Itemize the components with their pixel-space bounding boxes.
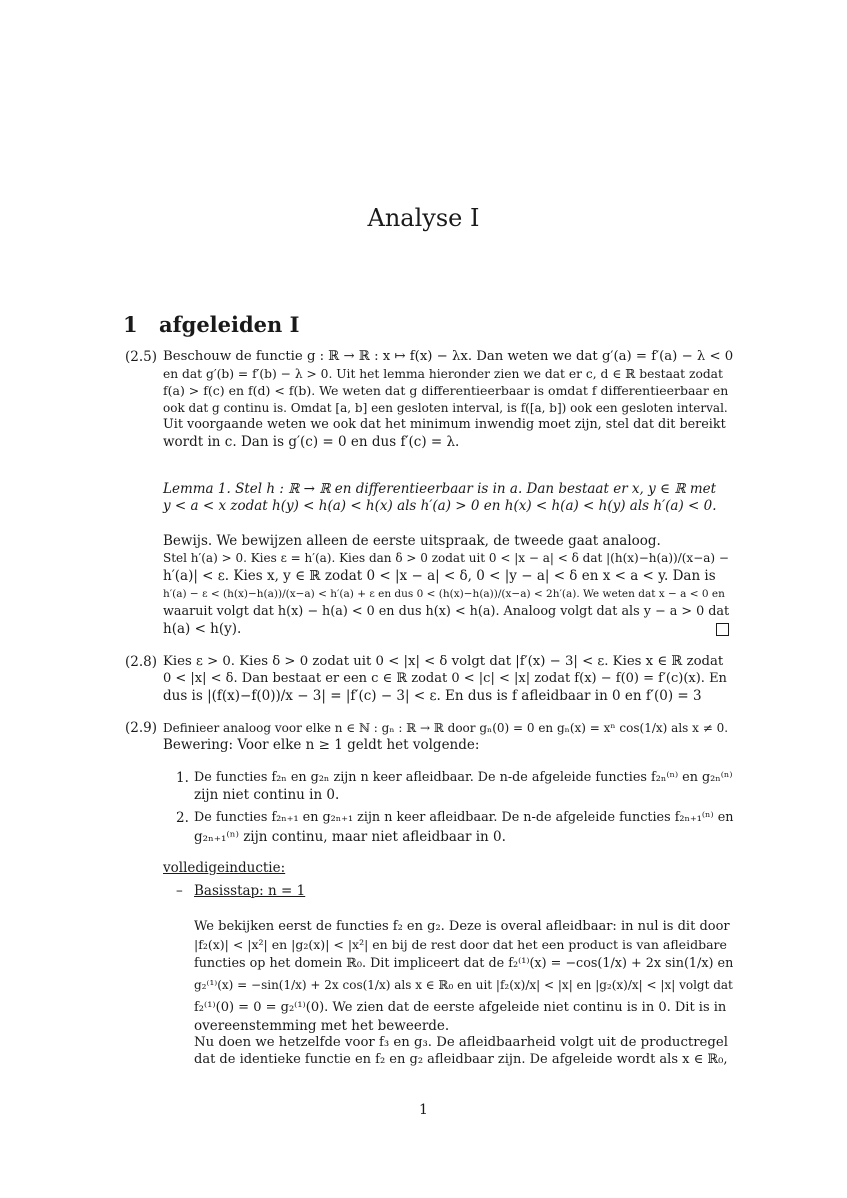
text-line: Nu doen we hetzelfde voor f₃ en g₃. De afleidbaarheid volgt uit de productregel bbox=[194, 1035, 728, 1050]
text-line: 0 < |x| < δ. Dan bestaat er een c ∈ ℝ zodat 0 < |c| < |x| zodat f(x) − f(0) = f′(c)(x). En bbox=[163, 671, 727, 686]
page-title: Analyse I bbox=[367, 204, 480, 232]
item-label-2-5: (2.5) bbox=[125, 349, 158, 365]
text-line: Beschouw de functie g : ℝ → ℝ : x ↦ f(x) − λx. Dan weten we dat g′(a) = f′(a) − λ < 0 bbox=[163, 349, 734, 364]
induction-heading: volledigeinductie: bbox=[163, 860, 286, 876]
text-line: dat de identieke functie en f₂ en g₂ afleidbaar zijn. De afgeleide wordt als x ∈ ℝ₀, bbox=[194, 1052, 728, 1067]
section-number: 1 bbox=[123, 312, 138, 337]
text-line: wordt in c. Dan is g′(c) = 0 en dus f′(c) = λ. bbox=[163, 434, 460, 450]
text-line: f(a) > f(c) en f(d) < f(b). We weten dat g differentieerbaar is omdat f differentieerbaar en bbox=[163, 383, 729, 398]
page-number: 1 bbox=[419, 1102, 428, 1118]
text-line: g₂⁽¹⁾(x) = −sin(1/x) + 2x cos(1/x) als x ∈ ℝ₀ en uit |f₂(x)/x| < |x| en |g₂(x)/x| < |x| volgt dat bbox=[194, 978, 733, 992]
text-line: We bekijken eerst de functies f₂ en g₂. Deze is overal afleidbaar: in nul is dit door bbox=[194, 919, 730, 934]
section-title: afgeleiden I bbox=[159, 312, 300, 337]
section-heading bbox=[123, 312, 299, 337]
text-line: h′(a)| < ε. Kies x, y ∈ ℝ zodat 0 < |x − a| < δ, 0 < |y − a| < δ en x < a < y. Dan is bbox=[163, 568, 716, 584]
text-line: waaruit volgt dat h(x) − h(a) < 0 en dus h(x) < h(a). Analoog volgt dat als y − a > 0 dat bbox=[163, 604, 730, 619]
text-line: overeenstemming met het beweerde. bbox=[194, 1018, 450, 1034]
text-line: Definieer analoog voor elke n ∈ ℕ : gₙ : ℝ → ℝ door gₙ(0) = 0 en gₙ(x) = xⁿ cos(1/x) als x ≠ 0. bbox=[163, 721, 729, 735]
qed-box bbox=[716, 623, 729, 636]
text-line: h′(a) − ε < (h(x)−h(a))/(x−a) < h′(a) + ε en dus 0 < (h(x)−h(a))/(x−a) < 2h′(a). We weten dat x − a < 0 en bbox=[163, 588, 725, 600]
lemma-statement: Lemma 1. Stel h : ℝ → ℝ en differentieerbaar is in a. Dan bestaat er x, y ∈ ℝ met bbox=[163, 481, 717, 497]
item-label-2-9: (2.9) bbox=[125, 720, 158, 736]
lemma-statement: y < a < x zodat h(y) < h(a) < h(x) als h′(a) > 0 en h(x) < h(a) < h(y) als h′(a) < 0. bbox=[163, 498, 717, 514]
text-line: f₂⁽¹⁾(0) = 0 = g₂⁽¹⁾(0). We zien dat de eerste afgeleide niet continu is in 0. Dit is in bbox=[194, 1000, 727, 1015]
enum-label-2: 2. bbox=[176, 810, 189, 826]
text-line: |f₂(x)| < |x²| en |g₂(x)| < |x²| en bij de rest door dat het een product is van afleidbare bbox=[194, 937, 727, 952]
text-line: Bewering: Voor elke n ≥ 1 geldt het volgende: bbox=[163, 737, 480, 753]
enum-item-text: De functies f₂ₙ en g₂ₙ zijn n keer afleidbaar. De n-de afgeleide functies f₂ₙ⁽ⁿ⁾ en g₂ₙ⁽ⁿ⁾ bbox=[194, 770, 733, 785]
text-line: Kies ε > 0. Kies δ > 0 zodat uit 0 < |x| < δ volgt dat |f′(x) − 3| < ε. Kies x ∈ ℝ zodat bbox=[163, 654, 724, 669]
text-line: ook dat g continu is. Omdat [a, b] een gesloten interval, is f([a, b]) ook een gesloten interval. bbox=[163, 401, 728, 415]
text-line: dus is |(f(x)−f(0))/x − 3| = |f′(c) − 3| < ε. En dus is f afleidbaar in 0 en f′(0) = 3 bbox=[163, 688, 702, 704]
enum-item-text: g₂ₙ₊₁⁽ⁿ⁾ zijn continu, maar niet afleidbaar in 0. bbox=[194, 829, 506, 845]
text-line: functies op het domein ℝ₀. Dit impliceert dat de f₂⁽¹⁾(x) = −cos(1/x) + 2x sin(1/x) en bbox=[194, 956, 734, 971]
item-label-2-8: (2.8) bbox=[125, 654, 158, 670]
text-line: en dat g′(b) = f′(b) − λ > 0. Uit het lemma hieronder zien we dat er c, d ∈ ℝ bestaat zodat bbox=[163, 367, 723, 381]
text-line: Stel h′(a) > 0. Kies ε = h′(a). Kies dan δ > 0 zodat uit 0 < |x − a| < δ dat |(h(x)−h(a))/(x−a) − bbox=[163, 551, 729, 565]
text-line: h(a) < h(y). bbox=[163, 621, 242, 637]
dash-bullet: – bbox=[176, 883, 183, 899]
text-line: Uit voorgaande weten we ook dat het minimum inwendig moet zijn, stel dat dit bereikt bbox=[163, 417, 726, 432]
proof-heading: Bewijs. We bewijzen alleen de eerste uitspraak, de tweede gaat analoog. bbox=[163, 533, 661, 549]
base-case-heading: Basisstap: n = 1 bbox=[194, 883, 306, 899]
enum-item-text: De functies f₂ₙ₊₁ en g₂ₙ₊₁ zijn n keer afleidbaar. De n-de afgeleide functies f₂ₙ₊₁⁽ⁿ⁾ en bbox=[194, 810, 734, 825]
enum-label-1: 1. bbox=[176, 770, 189, 786]
enum-item-text: zijn niet continu in 0. bbox=[194, 787, 340, 803]
